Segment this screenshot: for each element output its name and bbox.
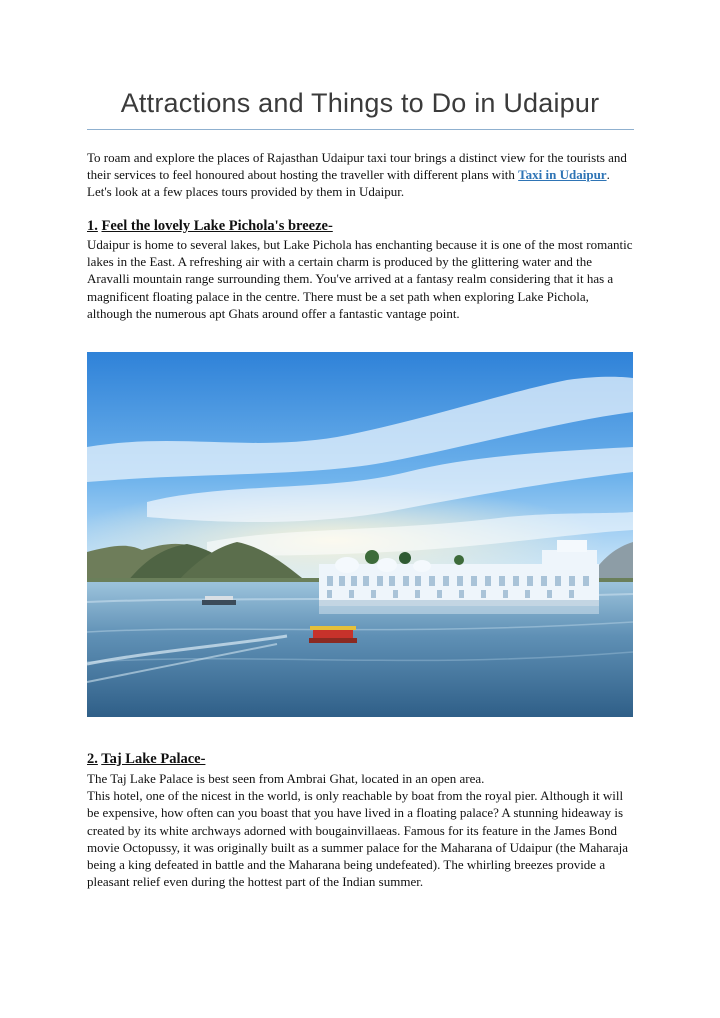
intro-text-end: . Let's look at a few places tours provided by them in Udaipur. [87, 167, 610, 200]
page-title: Attractions and Things to Do in Udaipur [120, 88, 600, 118]
section-1-number: 1. [87, 218, 98, 234]
lake-pichola-photo [87, 352, 633, 717]
section-2-heading [87, 751, 205, 768]
section-1-body: Udaipur is home to several lakes, but Lake Pichola has enchanting because it is one of the most romantic lakes in the East. A refreshing air with a certain charm is produced by the glittering water and the Aravalli mountain range surrounding them. You've arrived at a fantasy realm considering that it has a magnificent floating palace in the centre. There must be a set path when exploring Lake Pichola, although the numerous apt Ghats around offer a fantastic vantage point. [87, 237, 633, 321]
section-2-title: Taj Lake Palace- [101, 751, 206, 767]
section-2-line-1: The Taj Lake Palace is best seen from Ambrai Ghat, located in an open area. [87, 771, 485, 786]
taxi-in-udaipur-link[interactable]: Taxi in Udaipur [518, 167, 607, 183]
title-underline [87, 129, 634, 130]
section-2-body [87, 770, 635, 890]
section-2-line-2: This hotel, one of the nicest in the world, is only reachable by boat from the royal pier. Although it will be expensive, how often can you boast that you have lived in a floating palace? A stunning hideaway is created by its white archways adorned with bougainvillaeas. Famous for its feature in the James Bond movie Octopussy, it was originally built as a summer palace for the Maharana of Udaipur (the Maharaja being a king defeated in battle and the Maharana being undefeated). The whirling breezes provide a pleasant relief even during the hottest part of the Indian summer. [87, 788, 629, 890]
intro-text-start: To roam and explore the places of Rajasthan Udaipur taxi tour brings a distinct view for the tourists and their services to feel honoured about hosting the traveller with different plans with [87, 150, 627, 183]
section-1-title: Feel the lovely Lake Pichola's breeze- [101, 218, 333, 234]
section-1-heading [87, 218, 333, 235]
section-2-number: 2. [87, 751, 98, 767]
intro-paragraph [87, 149, 635, 201]
